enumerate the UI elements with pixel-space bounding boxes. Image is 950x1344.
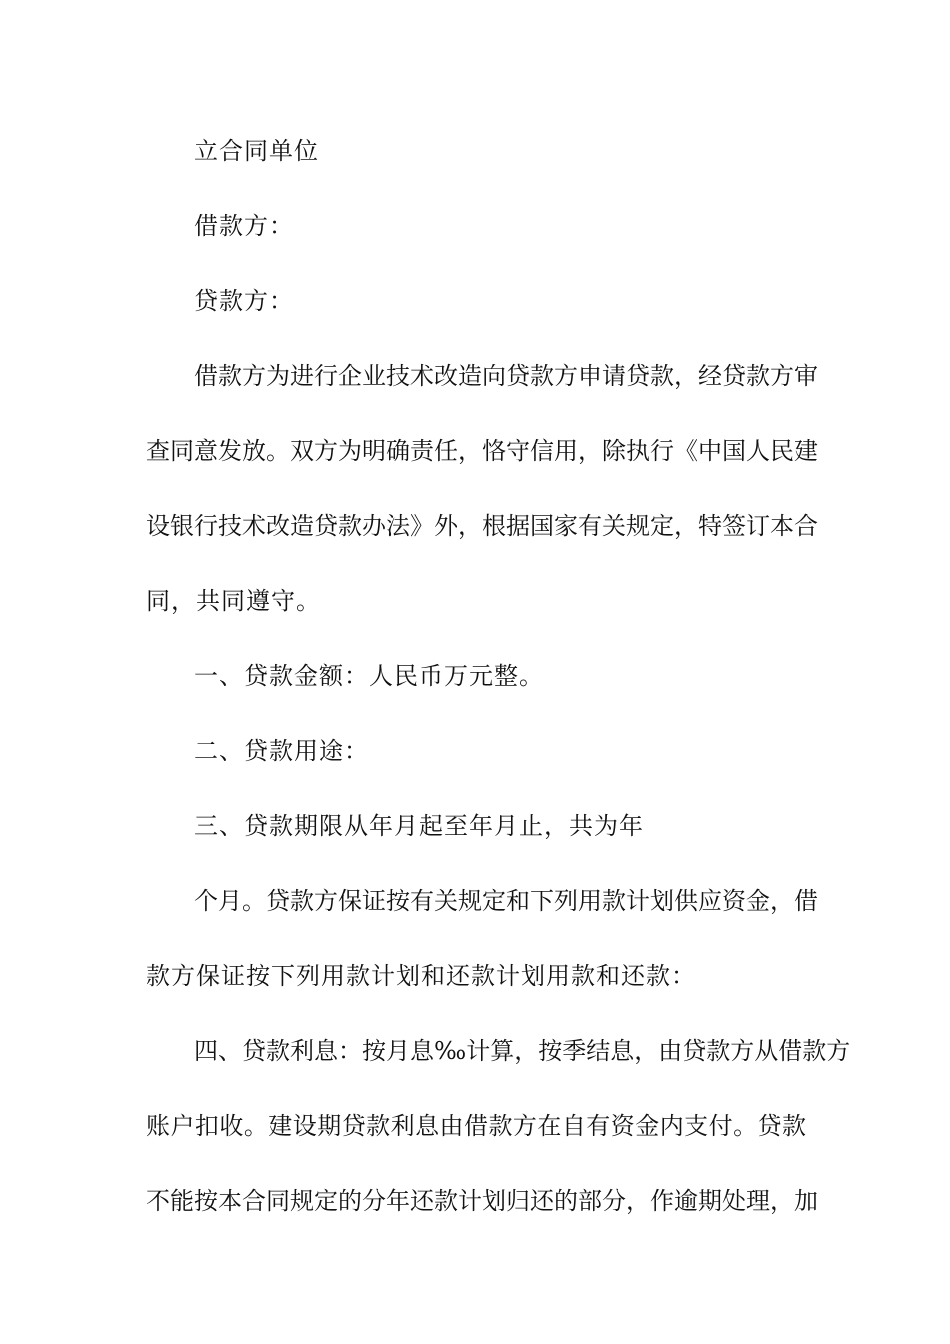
preamble-line-3: 设银行技术改造贷款办法》外，根据国家有关规定，特签订本合 bbox=[146, 512, 818, 540]
lender-label: 贷款方： bbox=[194, 287, 294, 315]
preamble-line-2: 查同意发放。双方为明确责任，恪守信用，除执行《中国人民建 bbox=[146, 437, 818, 465]
clause-3-loan-term: 三、贷款期限从年月起至年月止，共为年 bbox=[194, 812, 644, 840]
clause-4-line-2: 账户扣收。建设期贷款利息由借款方在自有资金内支付。贷款 bbox=[146, 1112, 806, 1140]
clause-3-line-3: 款方保证按下列用款计划和还款计划用款和还款： bbox=[146, 962, 696, 990]
preamble-line-1: 借款方为进行企业技术改造向贷款方申请贷款，经贷款方审 bbox=[194, 362, 818, 390]
clause-4-line-3: 不能按本合同规定的分年还款计划归还的部分，作逾期处理，加 bbox=[146, 1187, 818, 1215]
preamble-line-4: 同，共同遵守。 bbox=[146, 587, 321, 615]
heading-contract-parties: 立合同单位 bbox=[194, 137, 319, 165]
clause-2-loan-purpose: 二、贷款用途： bbox=[194, 737, 369, 765]
clause-1-loan-amount: 一、贷款金额：人民币万元整。 bbox=[194, 662, 544, 690]
clause-3-line-2: 个月。贷款方保证按有关规定和下列用款计划供应资金，借 bbox=[194, 887, 818, 915]
borrower-label: 借款方： bbox=[194, 212, 294, 240]
clause-4-loan-interest: 四、贷款利息：按月息‰计算，按季结息，由贷款方从借款方 bbox=[194, 1037, 851, 1065]
